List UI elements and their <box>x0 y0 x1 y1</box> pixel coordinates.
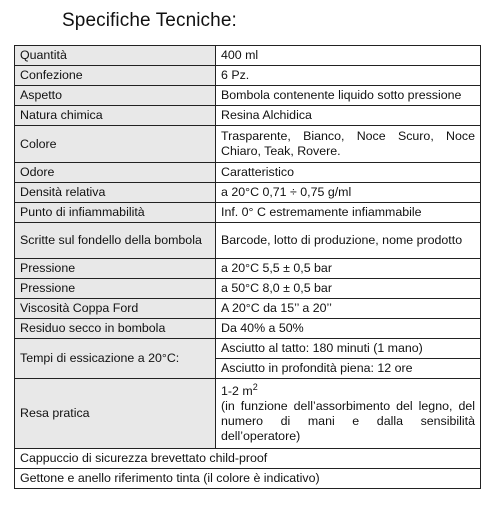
row-value: a 20°C 0,71 ÷ 0,75 g/ml <box>216 183 481 203</box>
table-row <box>15 163 481 183</box>
row-label: Quantità <box>15 46 216 66</box>
drying-label: Tempi di essicazione a 20°C: <box>15 339 216 379</box>
row-value: a 20°C 5,5 ± 0,5 bar <box>216 259 481 279</box>
row-label: Confezione <box>15 66 216 86</box>
table-row <box>15 46 481 66</box>
row-label: Odore <box>15 163 216 183</box>
table-row <box>15 379 481 449</box>
row-label: Densità relativa <box>15 183 216 203</box>
row-label: Punto di infiammabilità <box>15 203 216 223</box>
table-row <box>15 66 481 86</box>
row-value: A 20°C da 15’’ a 20’’ <box>216 299 481 319</box>
table-row <box>15 339 481 359</box>
row-label: Residuo secco in bombola <box>15 319 216 339</box>
row-value: Barcode, lotto di produzione, nome prodotto <box>216 223 481 259</box>
table-row <box>15 279 481 299</box>
row-label: Scritte sul fondello della bombola <box>15 223 216 259</box>
yield-amount: 1-2 m <box>221 383 253 398</box>
row-label: Pressione <box>15 259 216 279</box>
row-value: 400 ml <box>216 46 481 66</box>
row-value: Trasparente, Bianco, Noce Scuro, Noce Chiaro, Teak, Rovere. <box>216 126 481 163</box>
row-value: Resina Alchidica <box>216 106 481 126</box>
page-title: Specifiche Tecniche: <box>62 10 237 31</box>
row-label: Viscosità Coppa Ford <box>15 299 216 319</box>
row-value: 6 Pz. <box>216 66 481 86</box>
drying-full-value: Asciutto in profondità piena: 12 ore <box>216 359 481 379</box>
row-value: a 50°C 8,0 ± 0,5 bar <box>216 279 481 299</box>
row-value: Bombola contenente liquido sotto pressione <box>216 86 481 106</box>
yield-label: Resa pratica <box>15 379 216 449</box>
spec-table <box>14 45 481 489</box>
row-label: Natura chimica <box>15 106 216 126</box>
table-row <box>15 299 481 319</box>
table-row <box>15 183 481 203</box>
yield-unit-exponent: 2 <box>252 381 258 392</box>
yield-note: (in funzione dell’assorbimento del legno, del numero di mani e dalla sensibilità dell’operatore) <box>221 398 475 443</box>
table-row <box>15 319 481 339</box>
table-row <box>15 449 481 469</box>
table-row <box>15 86 481 106</box>
note-child-proof: Cappuccio di sicurezza brevettato child-proof <box>15 449 481 469</box>
table-row <box>15 126 481 163</box>
row-label: Colore <box>15 126 216 163</box>
table-row <box>15 469 481 489</box>
row-label: Pressione <box>15 279 216 299</box>
table-row <box>15 106 481 126</box>
row-label: Aspetto <box>15 86 216 106</box>
row-value: Da 40% a 50% <box>216 319 481 339</box>
table-row <box>15 259 481 279</box>
row-value: Caratteristico <box>216 163 481 183</box>
table-row <box>15 203 481 223</box>
yield-value <box>216 379 481 449</box>
table-row <box>15 223 481 259</box>
note-color-token: Gettone e anello riferimento tinta (il colore è indicativo) <box>15 469 481 489</box>
row-value: Inf. 0° C estremamente infiammabile <box>216 203 481 223</box>
drying-touch-value: Asciutto al tatto: 180 minuti (1 mano) <box>216 339 481 359</box>
